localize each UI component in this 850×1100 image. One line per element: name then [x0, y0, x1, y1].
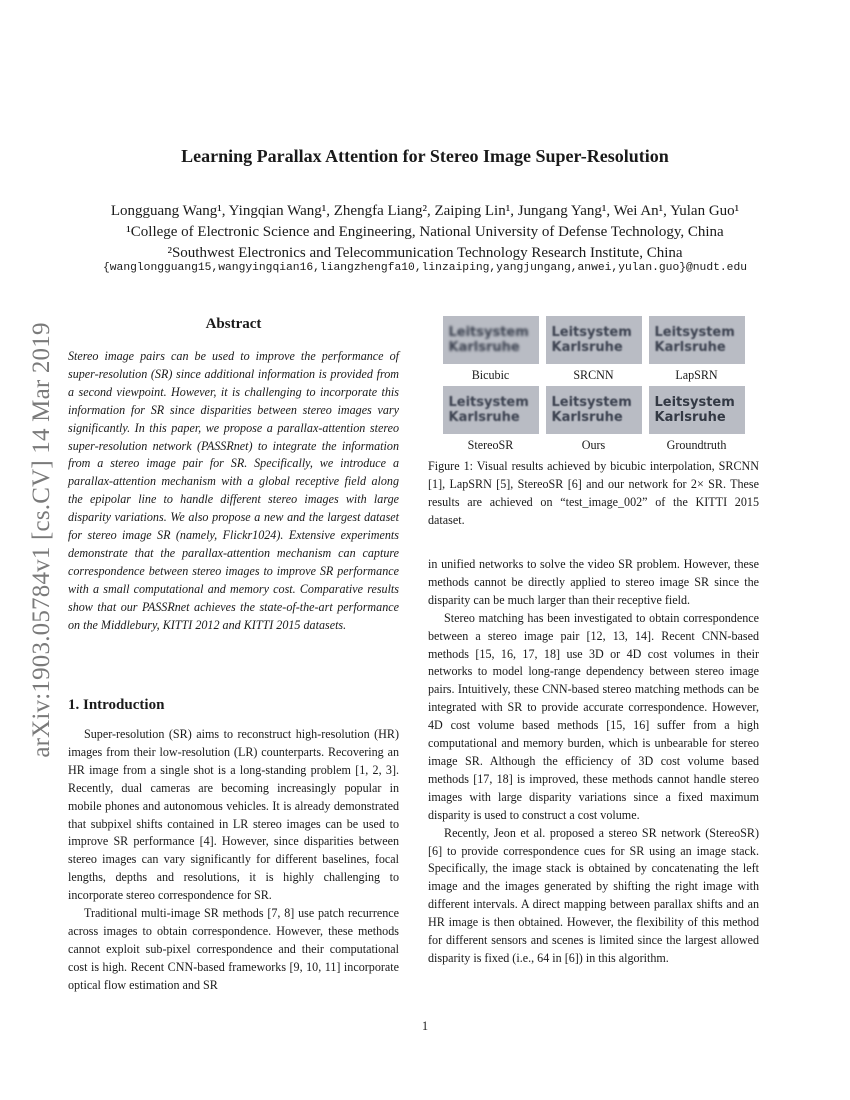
intro-paragraph: Traditional multi-image SR methods [7, 8] use patch recurrence across images to obtain correspondence. However, these methods cannot exploit sub-pixel correspondence and their computational cost is high. Recent CNN-based frameworks [9, 10, 11] incorporate optical flow estimation and SR [68, 906, 399, 992]
figure-panel-stereosr [443, 386, 539, 454]
patch-text: Leitsystem [551, 395, 632, 410]
introduction-body [68, 726, 399, 995]
panel-label: Ours [581, 438, 606, 452]
figure-panel-ours [546, 386, 642, 454]
panel-label: Bicubic [471, 368, 510, 382]
abstract-text: Stereo image pairs can be used to improve the performance of super-resolution (SR) since additional information is provided from a second viewpoint. However, it is challenging to incorporate this information for SR since disparities between stereo images vary significantly. In this paper, we propose a parallax-attention stereo super-resolution network (PASSRnet) to integrate the information from a stereo image pair for SR. Specifically, we introduce a parallax-attention mechanism with a global receptive field along the epipolar line to handle different stereo images with large disparity variations. We also propose a new and the largest dataset for stereo image SR (namely, Flickr1024). Extensive experiments demonstrate that the parallax-attention mechanism can capture correspondence between stereo images to improve SR performance with a small computational and memory cost. Comparative results show that our PASSRnet achieves the state-of-the-art performance on the Middlebury, KITTI 2012 and KITTI 2015 datasets. [68, 349, 399, 632]
image-patch [443, 316, 539, 364]
patch-text: Karlsruhe [654, 340, 726, 355]
image-patch [649, 316, 745, 364]
intro-paragraph: Super-resolution (SR) aims to reconstruct high-resolution (HR) images from their low-resolution (LR) counterparts. Recovering an HR image from a single shot is a long-standing problem [1, 2, 3]. Recently, dual cameras are becoming increasingly popular in mobile phones and autonomous vehicles. It is already demonstrated that subpixel shifts contained in LR stereo images can be used to improve SR performance [4]. However, since disparities between stereo images can vary significantly for different baselines, focal lengths, depths and resolutions, it is highly challenging to incorporate stereo correspondence for SR. [68, 727, 399, 903]
figure-panel-bicubic [443, 316, 539, 384]
image-patch [649, 386, 745, 434]
figure-1 [428, 316, 759, 454]
right-column-body [428, 556, 759, 968]
arxiv-identifier-stamp: arXiv:1903.05784v1 [cs.CV] 14 Mar 2019 [28, 322, 55, 758]
patch-text: Karlsruhe [448, 410, 520, 425]
patch-text: Karlsruhe [654, 410, 726, 425]
figure-1-grid [428, 316, 759, 454]
image-patch [546, 386, 642, 434]
figure-panel-srcnn [546, 316, 642, 384]
abstract-heading: Abstract [205, 316, 262, 332]
panel-label: LapSRN [675, 368, 718, 382]
section-heading-introduction: 1. Introduction [68, 697, 165, 713]
author-list: Longguang Wang¹, Yingqian Wang¹, Zhengfa Liang², Zaiping Lin¹, Jungang Yang¹, Wei An¹, Yulan Guo¹ [110, 203, 740, 219]
patch-text: Karlsruhe [551, 340, 623, 355]
panel-label: Groundtruth [666, 438, 727, 452]
figure-1-caption: Figure 1: Visual results achieved by bicubic interpolation, SRCNN [1], LapSRN [5], StereoSR [6] and our network for 2× SR. These results are achieved on “test_image_002” of the KITTI 2015 dataset. [428, 459, 759, 527]
figure-panel-lapsrn [649, 316, 745, 384]
body-paragraph: Recently, Jeon et al. proposed a stereo SR network (StereoSR) [6] to provide correspondence cues for SR using an image stack. Specifically, the image stack is obtained by concatenating the left image and the images generated by shifting the right image with different intervals. A direct mapping between parallax shifts and an HR image is then obtained. However, the flexibility of this method for different sensors and scenes is limited since the largest allowed disparity is fixed (i.e., 64 in [6]) in this algorithm. [428, 825, 759, 965]
affiliation-2: ²Southwest Electronics and Telecommunication Technology Research Institute, China [167, 245, 683, 261]
body-paragraph: in unified networks to solve the video SR problem. However, these methods cannot be directly applied to stereo image SR since the disparity can be much larger than their receptive field. [428, 557, 759, 607]
patch-text: Leitsystem [551, 325, 632, 340]
patch-text: Leitsystem [654, 395, 735, 410]
patch-text: Leitsystem [448, 325, 529, 340]
patch-text: Leitsystem [448, 395, 529, 410]
patch-text: Leitsystem [654, 325, 735, 340]
affiliation-1: ¹College of Electronic Science and Engineering, National University of Defense Technology, China [126, 224, 724, 240]
panel-label: SRCNN [573, 368, 614, 382]
image-patch [443, 386, 539, 434]
patch-text: Karlsruhe [448, 340, 520, 355]
panel-label: StereoSR [467, 438, 514, 452]
figure-panel-groundtruth [649, 386, 745, 454]
author-block [0, 201, 850, 264]
patch-text: Karlsruhe [551, 410, 623, 425]
author-emails: {wanglongguang15,wangyingqian16,liangzhengfa10,linzaiping,yangjungang,anwei,yulan.guo}@nudt.edu [102, 262, 748, 274]
image-patch [546, 316, 642, 364]
body-paragraph: Stereo matching has been investigated to obtain correspondence between a stereo image pair [12, 13, 14]. Recent CNN-based methods [15, 16, 17, 18] use 3D or 4D cost volumes in their networks to model long-range dependency between stereo image pairs. Intuitively, these CNN-based stereo matching methods can be integrated with SR to provide accurate correspondence. However, 4D cost volume based methods [15, 16] suffer from a high computational and memory burden, which is unbearable for stereo image SR. Although the efficiency of 3D cost volume based methods [17, 18] is improved, these methods cannot handle stereo images with large disparity variations since a fixed maximum disparity is used to construct a cost volume. [428, 610, 759, 822]
page-number: 1 [421, 1019, 429, 1033]
paper-title: Learning Parallax Attention for Stereo Image Super-Resolution [181, 146, 669, 166]
